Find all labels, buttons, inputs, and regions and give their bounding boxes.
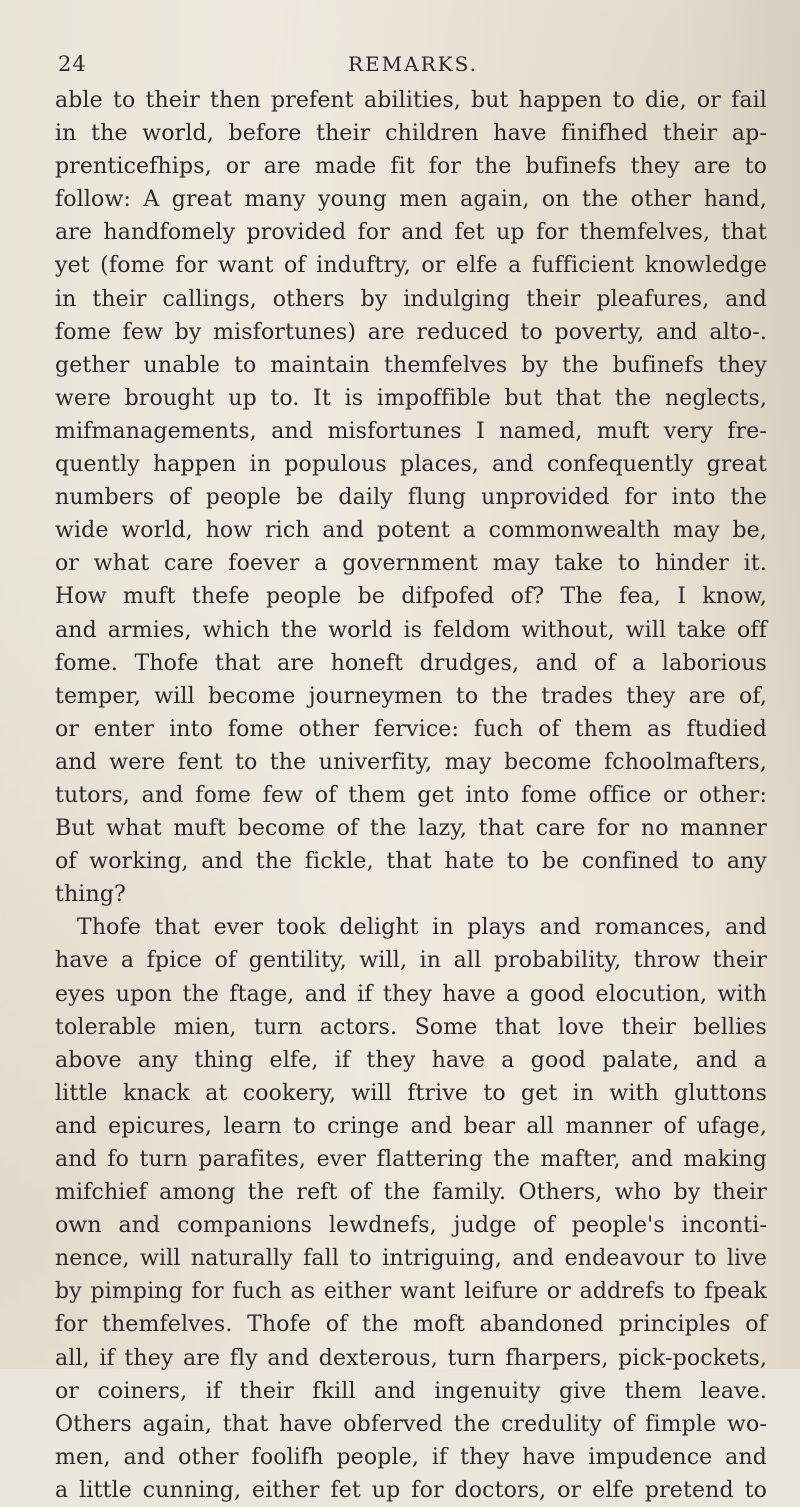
text-line: have a fpice of gentility, will, in all probability, throw their: [55, 948, 767, 974]
text-line: or what care foever a government may take to hinder it.: [55, 551, 767, 577]
text-line: But what muft become of the lazy, that care for no manner: [55, 816, 767, 842]
text-line: little knack at cookery, will ftrive to get in with gluttons: [55, 1080, 767, 1106]
text-line: of working, and the fickle, that hate to be confined to any: [55, 849, 767, 875]
text-line: for themfelves. Thofe of the moft abandoned principles of: [55, 1312, 767, 1338]
text-line: in the world, before their children have finifhed their ap-: [55, 121, 767, 147]
text-line: tutors, and fome few of them get into fome office or other:: [55, 782, 767, 808]
text-line: gether unable to maintain themfelves by the bufinefs they: [55, 352, 767, 378]
text-line: own and companions lewdnefs, judge of people's inconti-: [55, 1213, 767, 1239]
text-line: above any thing elfe, if they have a good palate, and a: [55, 1047, 767, 1073]
page-header: [58, 52, 740, 82]
running-head: REMARKS.: [348, 52, 478, 76]
text-line: were brought up to. It is impoffible but that the neglects,: [55, 385, 767, 411]
text-line: prenticefhips, or are made fit for the bufinefs they are to: [55, 154, 767, 180]
text-line: nence, will naturally fall to intriguing, and endeavour to live: [55, 1246, 767, 1272]
text-line: and epicures, learn to cringe and bear all manner of ufage,: [55, 1113, 767, 1139]
text-line: mifmanagements, and misfortunes I named, muft very fre-: [55, 418, 767, 444]
text-line: and were fent to the univerfity, may become fchoolmafters,: [55, 749, 767, 775]
text-line: thing?: [55, 882, 126, 908]
text-line: all, if they are fly and dexterous, turn fharpers, pick-pockets,: [55, 1345, 767, 1371]
text-line: are handfomely provided for and fet up for themfelves, that: [55, 220, 767, 246]
body-text: [55, 84, 767, 1507]
text-line: eyes upon the ftage, and if they have a good elocution, with: [55, 981, 767, 1007]
text-line: fome few by misfortunes) are reduced to poverty, and alto-.: [55, 319, 767, 345]
text-line: fome. Thofe that are honeft drudges, and of a laborious: [55, 650, 767, 676]
text-line: mifchief among the reft of the family. Others, who by their: [55, 1180, 767, 1206]
text-line: How muft thefe people be difpofed of? The fea, I know,: [55, 584, 767, 610]
text-line: in their callings, others by indulging their pleafures, and: [55, 286, 767, 312]
text-line: tolerable mien, turn actors. Some that love their bellies: [55, 1014, 767, 1040]
text-line: or enter into fome other fervice: fuch of them as ftudied: [55, 716, 767, 742]
text-line: a little cunning, either fet up for doctors, or elfe pretend to: [55, 1477, 767, 1503]
page-number: 24: [58, 52, 87, 76]
text-line: Others again, that have obferved the credulity of fimple wo-: [55, 1411, 767, 1437]
text-line: by pimping for fuch as either want leifure or addrefs to fpeak: [55, 1279, 767, 1305]
text-line: able to their then prefent abilities, but happen to die, or fail: [55, 88, 767, 113]
text-line: Thofe that ever took delight in plays and romances, and: [77, 915, 767, 941]
text-line: quently happen in populous places, and confequently great: [55, 452, 767, 478]
text-line: men, and other foolifh people, if they have impudence and: [55, 1444, 767, 1470]
text-line: temper, will become journeymen to the trades they are of,: [55, 683, 767, 709]
text-line: follow: A great many young men again, on the other hand,: [55, 187, 767, 213]
text-line: yet (fome for want of induftry, or elfe a fufficient knowledge: [55, 253, 767, 279]
text-line: and armies, which the world is feldom without, will take off: [55, 617, 767, 643]
text-line: numbers of people be daily flung unprovided for into the: [55, 485, 767, 511]
text-line: wide world, how rich and potent a commonwealth may be,: [55, 518, 767, 544]
text-line: and fo turn parafites, ever flattering the mafter, and making: [55, 1147, 767, 1172]
text-line: or coiners, if their fkill and ingenuity give them leave.: [55, 1378, 767, 1404]
